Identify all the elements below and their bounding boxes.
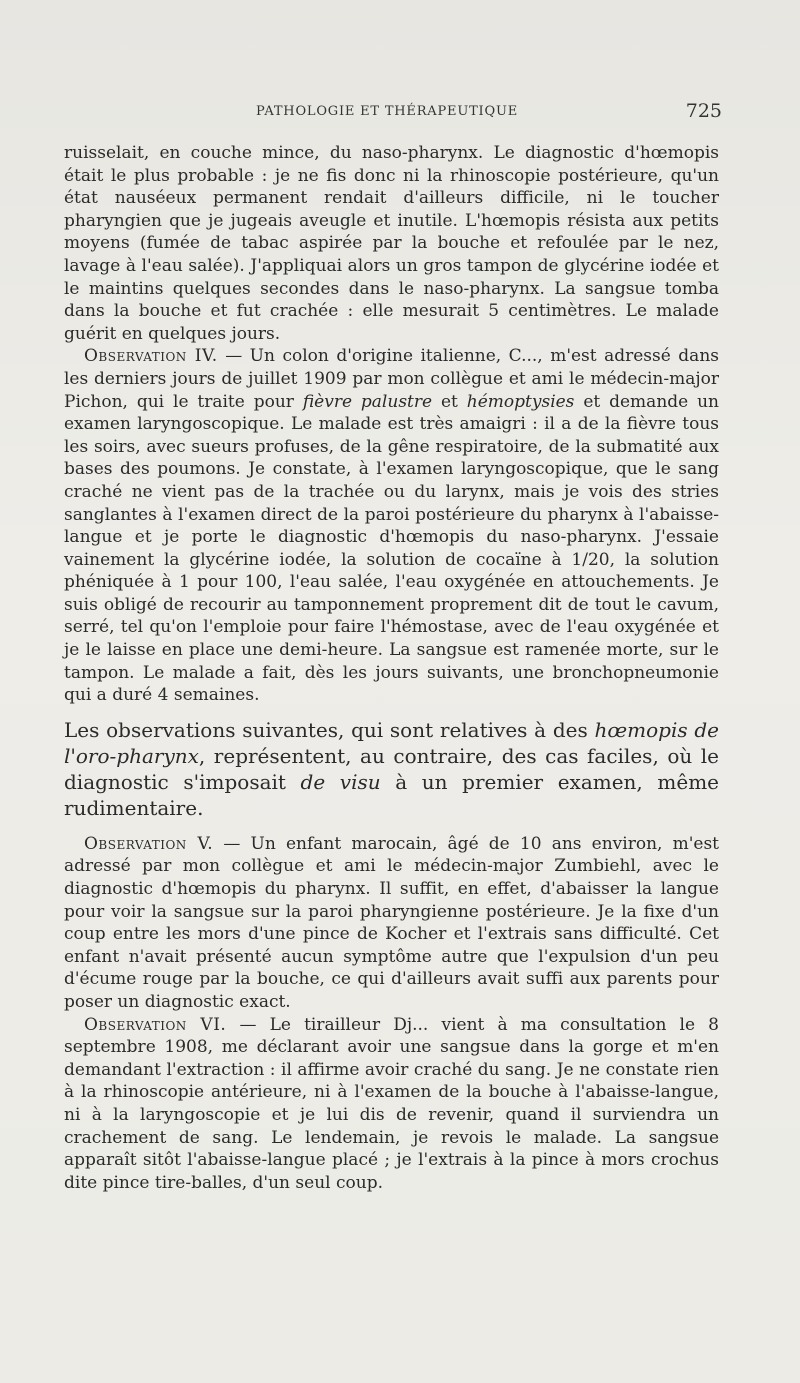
page-number: 725 [685, 100, 722, 122]
observation-4-emphasis-1: fièvre palustre [302, 391, 433, 412]
page-header [64, 100, 722, 124]
transition-text-a: Les observations suivantes, qui sont relatives à des [64, 717, 595, 742]
observation-5-text: — Un enfant marocain, âgé de 10 ans environ, m'est adressé par mon collègue et ami le médecin-major Zumbiehl, avec le diagnostic d'hœmopis du pharynx. Il suffit, en effet, d'abaisser la langue pour voir la sangsue sur la paroi pharyngienne postérieure. Je la fixe d'un coup entre les mors d'une pince de Kocher et l'extrais sans difficulté. Cet enfant n'avait présenté aucun symptôme autre que l'expulsion d'un peu d'écume rouge par la bouche, ce qui d'ailleurs avait suffi aux parents pour poser un diagnostic exact. [64, 833, 719, 1012]
page-body [64, 142, 719, 1194]
paragraph-continuation: ruisselait, en couche mince, du naso-pharynx. Le diagnostic d'hœmopis était le plus probable : je ne fis donc ni la rhinoscopie postérieure, qu'un état nauséeux permanent rendait d'ailleurs difficile, ni le toucher pharyngien que je jugeais aveugle et inutile. L'hœmopis résista aux petits moyens (fumée de tabac aspirée par la bouche et refoulée par le nez, lavage à l'eau salée). J'appliquai alors un gros tampon de glycérine iodée et le maintins quelques secondes dans le naso-pharynx. La sangsue tomba dans la bouche et fut crachée : elle mesurait 5 centimètres. Le malade guérit en quelques jours. [64, 143, 719, 344]
observation-6 [64, 1014, 719, 1195]
transition-emphasis-1: hœmopis de l'oro-pharynx [64, 717, 720, 768]
observation-4-emphasis-2: hémoptysies [466, 391, 575, 412]
transition-text-b: , représentent, au contraire, des cas faciles, où le diagnostic s'imposait [64, 743, 719, 794]
transition-text-c: à un premier examen, même rudimentaire. [64, 769, 719, 820]
observation-6-text: — Le tirailleur Dj... vient à ma consultation le 8 septembre 1908, me déclarant avoir une sangsue dans la gorge et m'en demandant l'extraction : il affirme avoir craché du sang. Je ne constate rien à la rhinoscopie antérieure, ni à l'examen de la bouche à l'abaisse-langue, ni à la laryngoscopie et je lui dis de revenir, quand il surviendra un crachement de sang. Le lendemain, je revois le malade. La sangsue apparaît sitôt l'abaisse-langue placé ; je l'extrais à la pince à mors crochus dite pince tire-balles, d'un seul coup. [64, 1014, 719, 1193]
observation-4 [64, 345, 719, 707]
observation-6-heading: Observation VI. [84, 1014, 227, 1035]
transition-paragraph [64, 717, 719, 821]
observation-5-heading: Observation V. [84, 833, 214, 854]
running-head: PATHOLOGIE ET THÉRAPEUTIQUE [256, 104, 518, 119]
observation-4-heading: Observation IV. [84, 346, 218, 367]
transition-emphasis-2: de visu [300, 769, 381, 794]
observation-4-text-b: et [432, 391, 467, 412]
observation-5 [64, 833, 719, 1014]
observation-4-text-a: — Un colon d'origine italienne, C..., m'est adressé dans les derniers jours de juillet 1909 par mon collègue et ami le médecin-major Pichon, qui le traite pour [64, 346, 719, 412]
observation-4-text-c: et demande un examen laryngoscopique. Le malade est très amaigri : il a de la fièvre tous les soirs, avec sueurs profuses, de la gêne respiratoire, de la submatité aux bases des poumons. Je constate, à l'examen laryngoscopique, que le sang craché ne vient pas de la trachée ou du larynx, mais je vois des stries sanglantes à l'examen direct de la paroi postérieure du pharynx à l'abaisse-langue et je porte le diagnostic d'hœmopis du naso-pharynx. J'essaie vainement la glycérine iodée, la solution de cocaïne à 1/20, la solution phéniquée à 1 pour 100, l'eau salée, l'eau oxygénée en attouchements. Je suis obligé de recourir au tamponnement proprement dit de tout le cavum, serré, tel qu'on l'emploie pour faire l'hémostase, avec de l'eau oxygénée et je le laisse en place une demi-heure. La sangsue est ramenée morte, sur le tampon. Le malade a fait, dès les jours suivants, une bronchopneumonie qui a duré 4 semaines. [64, 391, 720, 706]
